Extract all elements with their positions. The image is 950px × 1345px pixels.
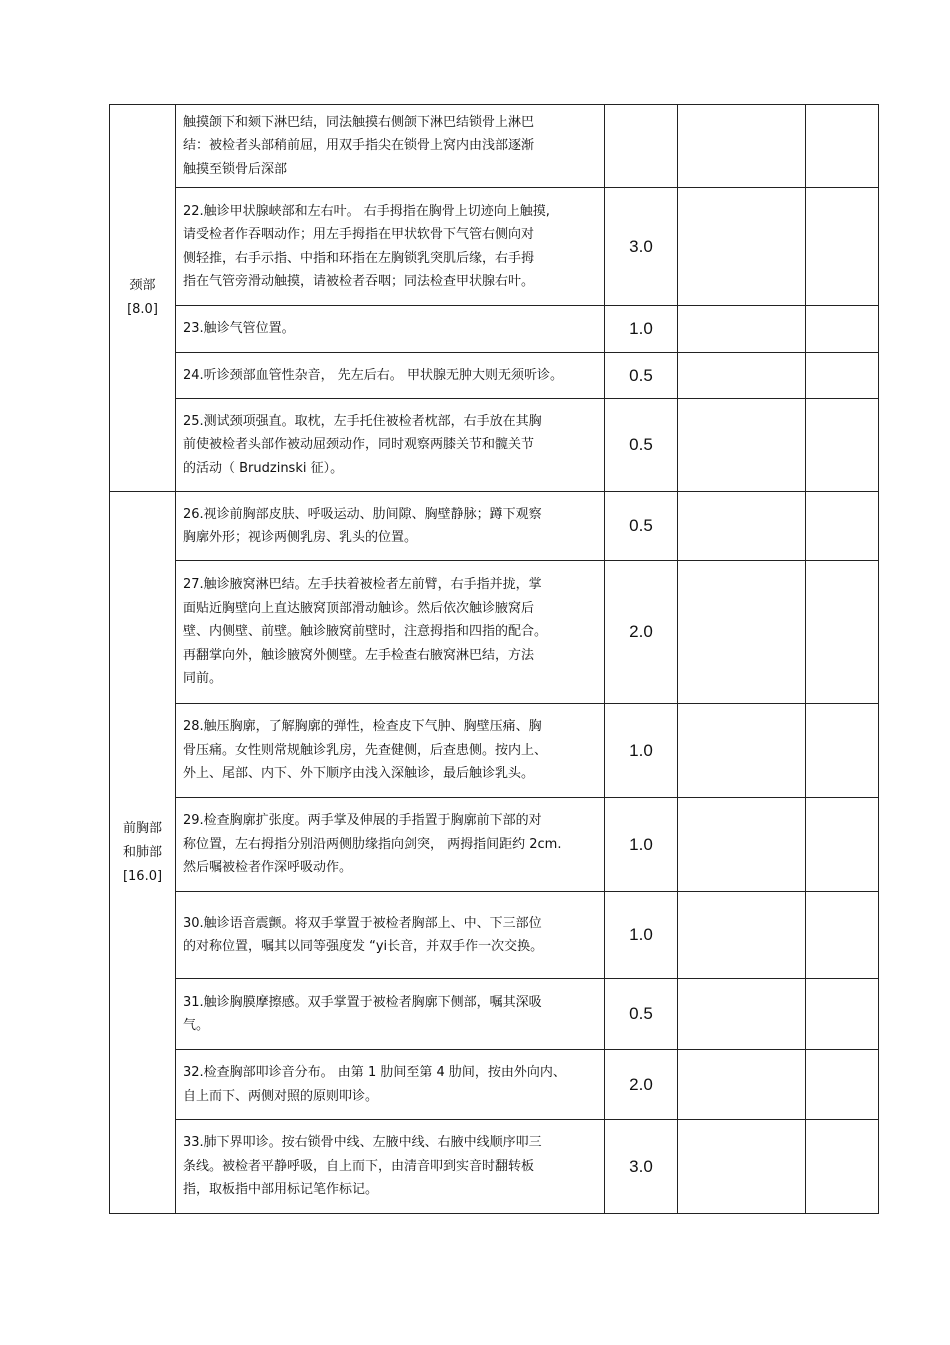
- blank-cell: [678, 798, 806, 892]
- table-row: [110, 492, 879, 561]
- blank-cell: [806, 1050, 879, 1120]
- blank-cell: [806, 188, 879, 306]
- item-text: 22.触诊甲状腺峡部和左右叶。 右手拇指在胸骨上切迹向上触摸, 请受检者作吞咽动作；用左手拇指在甲状软骨下气管右侧向对 侧轻推，右手示指、中指和环指在左胸锁乳突肌后缘，右手拇 指在气管旁滑动触摸，请被检者吞咽；同法检查甲状腺右叶。: [176, 188, 605, 306]
- blank-cell: [806, 399, 879, 492]
- table-row: [110, 188, 879, 306]
- blank-cell: [806, 704, 879, 798]
- score-cell: 0.5: [605, 979, 678, 1050]
- blank-cell: [678, 892, 806, 979]
- score-cell: 2.0: [605, 561, 678, 704]
- table-row: [110, 1050, 879, 1120]
- section-cell-neck: [110, 105, 176, 492]
- blank-cell: [678, 561, 806, 704]
- blank-cell: [806, 892, 879, 979]
- blank-cell: [678, 188, 806, 306]
- section-name: 颈部: [129, 278, 156, 293]
- blank-cell: [806, 979, 879, 1050]
- table-row: [110, 561, 879, 704]
- score-cell: 0.5: [605, 492, 678, 561]
- score-cell: 1.0: [605, 892, 678, 979]
- item-text: 27.触诊腋窝淋巴结。左手扶着被检者左前臂，右手指并拢，掌 面贴近胸壁向上直达腋窝顶部滑动触诊。然后依次触诊腋窝后 壁、内侧壁、前壁。触诊腋窝前壁时，注意拇指和四指的配合。 再翻掌向外，触诊腋窝外侧壁。左手检查右腋窝淋巴结，方法 同前。: [176, 561, 605, 704]
- blank-cell: [806, 1120, 879, 1214]
- table-row: [110, 1120, 879, 1214]
- item-text: 29.检查胸廓扩张度。两手掌及伸展的手指置于胸廓前下部的对 称位置，左右拇指分别沿两侧肋缘指向剑突， 两拇指间距约 2cm. 然后嘱被检者作深呼吸动作。: [176, 798, 605, 892]
- score-cell: 2.0: [605, 1050, 678, 1120]
- blank-cell: [806, 105, 879, 188]
- item-text: 33.肺下界叩诊。按右锁骨中线、左腋中线、右腋中线顺序叩三 条线。被检者平静呼吸，自上而下，由清音叩到实音时翻转板 指，取板指中部用标记笔作标记。: [176, 1120, 605, 1214]
- blank-cell: [806, 353, 879, 399]
- score-cell: 3.0: [605, 1120, 678, 1214]
- score-cell: [605, 105, 678, 188]
- table-row: [110, 399, 879, 492]
- blank-cell: [806, 492, 879, 561]
- table-row: [110, 105, 879, 188]
- section-weight: [8.0]: [127, 302, 158, 317]
- item-text: 32.检查胸部叩诊音分布。 由第 1 肋间至第 4 肋间，按由外向内、 自上而下、两侧对照的原则叩诊。: [176, 1050, 605, 1120]
- table-row: [110, 892, 879, 979]
- item-text: 28.触压胸廓，了解胸廓的弹性，检查皮下气肿、胸壁压痛、胸 骨压痛。女性则常规触诊乳房，先查健侧，后查患侧。按内上、 外上、尾部、内下、外下顺序由浅入深触诊，最后触诊乳头。: [176, 704, 605, 798]
- score-cell: 3.0: [605, 188, 678, 306]
- blank-cell: [678, 105, 806, 188]
- exam-table: [109, 104, 879, 1214]
- score-cell: 1.0: [605, 798, 678, 892]
- score-cell: 0.5: [605, 399, 678, 492]
- blank-cell: [678, 1120, 806, 1214]
- table-row: [110, 353, 879, 399]
- table-row: [110, 704, 879, 798]
- item-text: 25.测试颈项强直。取枕，左手托住被检者枕部，右手放在其胸 前使被检者头部作被动屈颈动作，同时观察两膝关节和髋关节 的活动（ Brudzinski 征）。: [176, 399, 605, 492]
- item-text: 24.听诊颈部血管性杂音， 先左后右。 甲状腺无肿大则无须听诊。: [176, 353, 605, 399]
- section-cell-chest-lung: [110, 492, 176, 1214]
- table-row: [110, 979, 879, 1050]
- blank-cell: [806, 306, 879, 353]
- blank-cell: [678, 492, 806, 561]
- blank-cell: [806, 798, 879, 892]
- table-row: [110, 306, 879, 353]
- table-row: [110, 798, 879, 892]
- score-cell: 0.5: [605, 353, 678, 399]
- score-cell: 1.0: [605, 306, 678, 353]
- item-text: 触摸颌下和颏下淋巴结，同法触摸右侧颌下淋巴结锁骨上淋巴 结：被检者头部稍前屈，用双手指尖在锁骨上窝内由浅部逐渐 触摸至锁骨后深部: [176, 105, 605, 188]
- blank-cell: [678, 353, 806, 399]
- item-text: 31.触诊胸膜摩擦感。双手掌置于被检者胸廓下侧部，嘱其深吸 气。: [176, 979, 605, 1050]
- item-text: 30.触诊语音震颤。将双手掌置于被检者胸部上、中、下三部位 的对称位置，嘱其以同等强度发 “yi长音，并双手作一次交换。: [176, 892, 605, 979]
- score-cell: 1.0: [605, 704, 678, 798]
- section-name: 前胸部 和肺部: [122, 820, 162, 860]
- blank-cell: [678, 979, 806, 1050]
- item-text: 26.视诊前胸部皮肤、呼吸运动、肋间隙、胸壁静脉；蹲下观察 胸廓外形；视诊两侧乳房、乳头的位置。: [176, 492, 605, 561]
- section-weight: [16.0]: [122, 868, 163, 884]
- item-text: 23.触诊气管位置。: [176, 306, 605, 353]
- blank-cell: [678, 1050, 806, 1120]
- blank-cell: [678, 399, 806, 492]
- blank-cell: [806, 561, 879, 704]
- blank-cell: [678, 704, 806, 798]
- blank-cell: [678, 306, 806, 353]
